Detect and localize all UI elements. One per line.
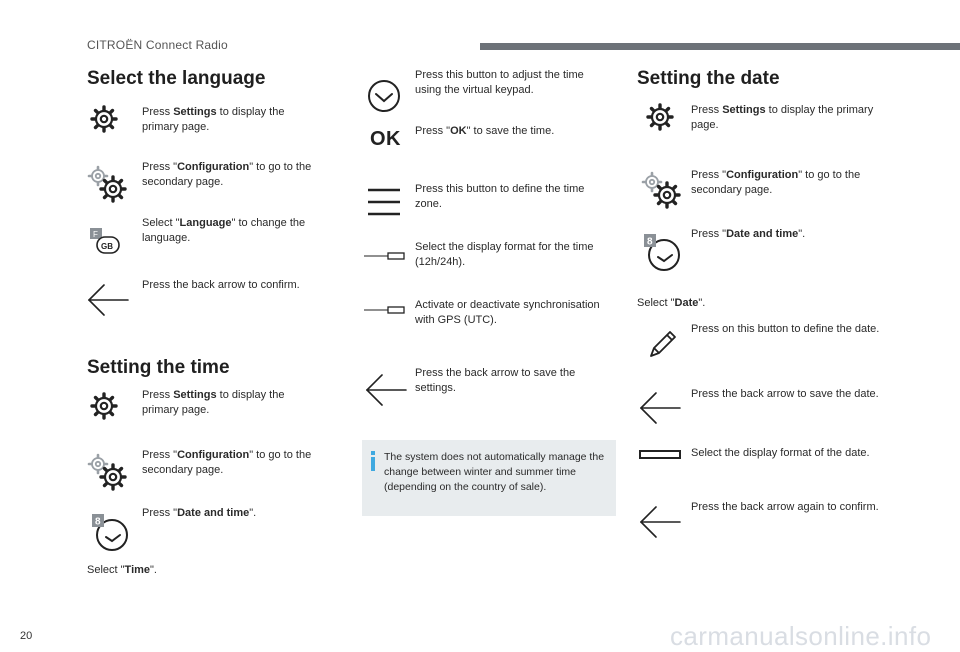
language-step-4: Press the back arrow to confirm. [142,279,300,291]
language-step-2: Press "Configuration" to go to the secondary page. [142,161,312,188]
time-step-8: Activate or deactivate synchronisation with GPS (UTC). [415,299,600,326]
pencil-icon [645,328,679,362]
back-arrow-icon [638,504,682,540]
time-step-1: Press Settings to display the primary page. [142,389,285,416]
time-select-instruction: Select "Time". [87,564,157,576]
section-title-time: Setting the time [87,357,230,378]
watermark: carmanualsonline.info [670,621,932,651]
date-select-instruction: Select "Date". [637,297,706,309]
date-step-1: Press Settings to display the primary page. [691,104,874,131]
back-arrow-icon [638,390,682,426]
section-title-date: Setting the date [637,68,780,89]
toggle-gps-icon [364,304,406,316]
configuration-gears-icon [86,452,128,494]
header-bar [480,43,960,50]
manual-header-title: CITROËN Connect Radio [87,38,228,52]
svg-text:8: 8 [95,516,101,528]
time-step-2: Press "Configuration" to go to the secondary page. [142,449,312,476]
svg-text:8: 8 [647,236,653,248]
configuration-gears-icon [86,164,128,206]
ok-icon: OK [370,128,401,150]
back-arrow-icon [364,372,408,408]
date-step-4: Press on this button to define the date. [691,323,880,335]
time-step-6: Press this button to define the time zone. [415,183,585,210]
date-time-clock-icon [642,232,682,272]
settings-gear-icon [88,103,120,135]
back-arrow-icon [86,282,130,318]
time-step-7: Select the display format for the time (12h/24h). [415,241,594,268]
language-flag-icon [88,226,122,256]
section-title-language: Select the language [87,68,266,89]
language-step-3: Select "Language" to change the language. [142,217,306,244]
time-step-4: Press this button to adjust the time using the virtual keypad. [415,69,584,96]
date-format-bar-icon [638,448,682,462]
svg-text:GB: GB [101,242,113,251]
time-step-9: Press the back arrow to save the settings. [415,367,576,394]
info-icon [368,451,378,471]
chevron-down-circle-icon [366,78,402,114]
svg-text:F: F [93,230,98,239]
time-step-3: Press "Date and time". [142,507,257,519]
page-number: 20 [20,630,33,642]
date-time-clock-icon [90,512,130,552]
date-step-7: Press the back arrow again to confirm. [691,501,879,513]
toggle-format-icon [364,250,406,262]
configuration-gears-icon [640,170,682,212]
date-step-6: Select the display format of the date. [691,447,870,459]
menu-lines-icon [366,186,402,218]
date-step-2: Press "Configuration" to go to the secondary page. [691,169,861,196]
info-text: The system does not automatically manage the change between winter and summer time (depending on the country of sale). [384,451,605,493]
date-step-3: Press "Date and time". [691,228,806,240]
language-step-1: Press Settings to display the primary page. [142,106,285,133]
date-step-5: Press the back arrow to save the date. [691,388,879,400]
settings-gear-icon [88,390,120,422]
settings-gear-icon [644,101,676,133]
time-step-5: Press "OK" to save the time. [415,125,555,137]
